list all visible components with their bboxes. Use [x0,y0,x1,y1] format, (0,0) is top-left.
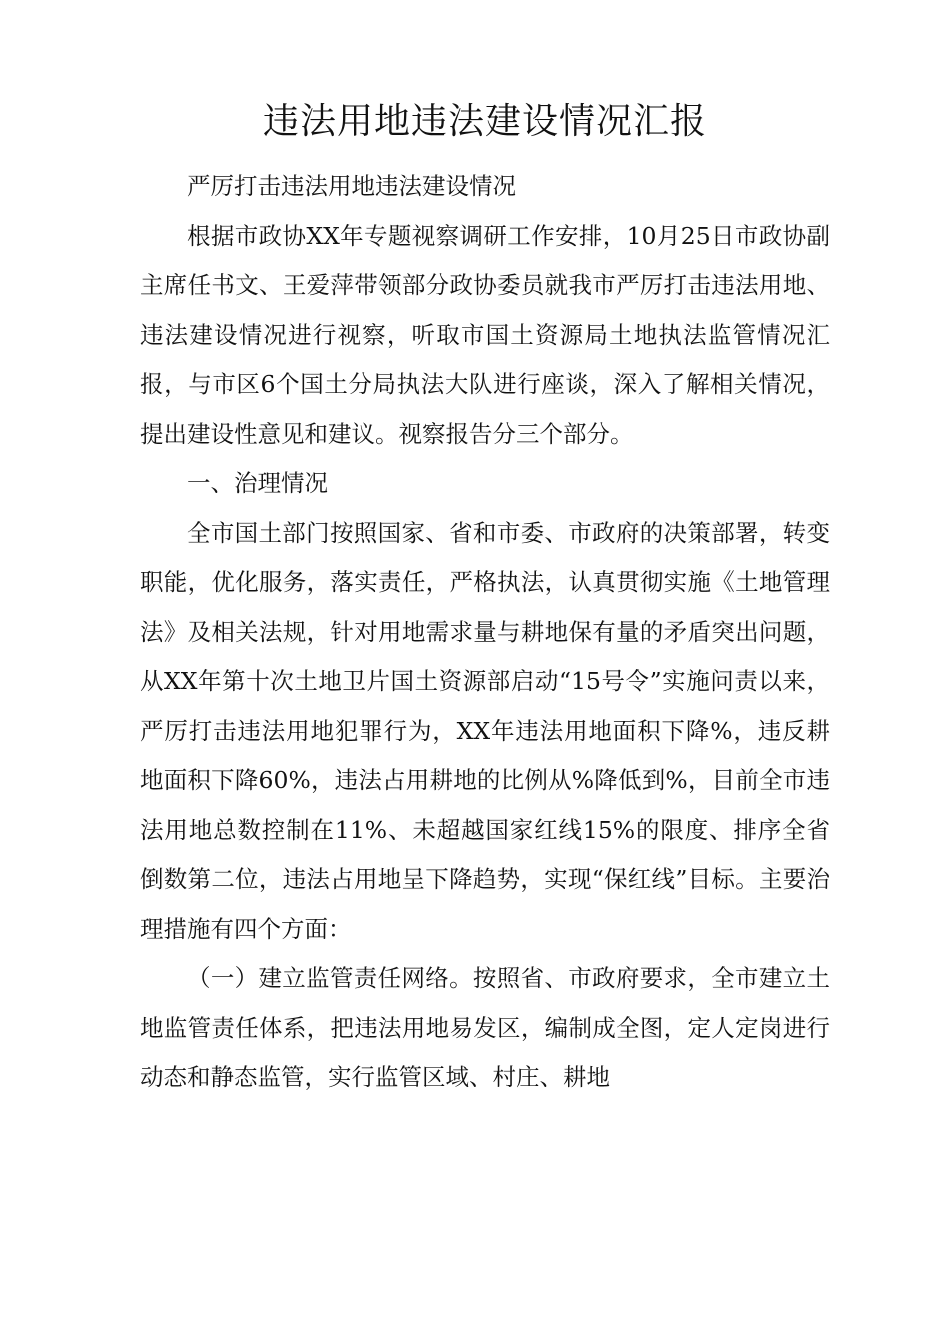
document-page [140,92,830,1103]
paragraph-measure-1: （一）建立监管责任网络。按照省、市政府要求，全市建立土地监管责任体系，把违法用地易发区，编制成全图，定人定岗进行动态和静态监管，实行监管区域、村庄、耕地 [140,964,830,1091]
paragraph-subtitle: 严厉打击违法用地违法建设情况 [187,172,516,200]
section-heading-governance: 一、治理情况 [187,469,328,497]
document-title: 违法用地违法建设情况汇报 [262,101,707,142]
paragraph-governance: 全市国土部门按照国家、省和市委、市政府的决策部署，转变职能，优化服务，落实责任，严格执法，认真贯彻实施《土地管理法》及相关法规，针对用地需求量与耕地保有量的矛盾突出问题，从XX年第十次土地卫片国土资源部启动“15号令”实施问责以来，严厉打击违法用地犯罪行为，XX年违法用地面积下降%，违反耕地面积下降60%，违法占用耕地的比例从%降低到%，目前全市违法用地总数控制在11%、未超越国家红线15%的限度、排序全省倒数第二位，违法占用地呈下降趋势，实现“保红线”目标。主要治理措施有四个方面： [140,518,830,943]
paragraph-intro: 根据市政协XX年专题视察调研工作安排，10月25日市政协副主席任书文、王爱萍带领部分政协委员就我市严厉打击违法用地、违法建设情况进行视察，听取市国土资源局土地执法监管情况汇报，与市区6个国土分局执法大队进行座谈，深入了解相关情况，提出建设性意见和建议。视察报告分三个部分。 [140,221,830,448]
